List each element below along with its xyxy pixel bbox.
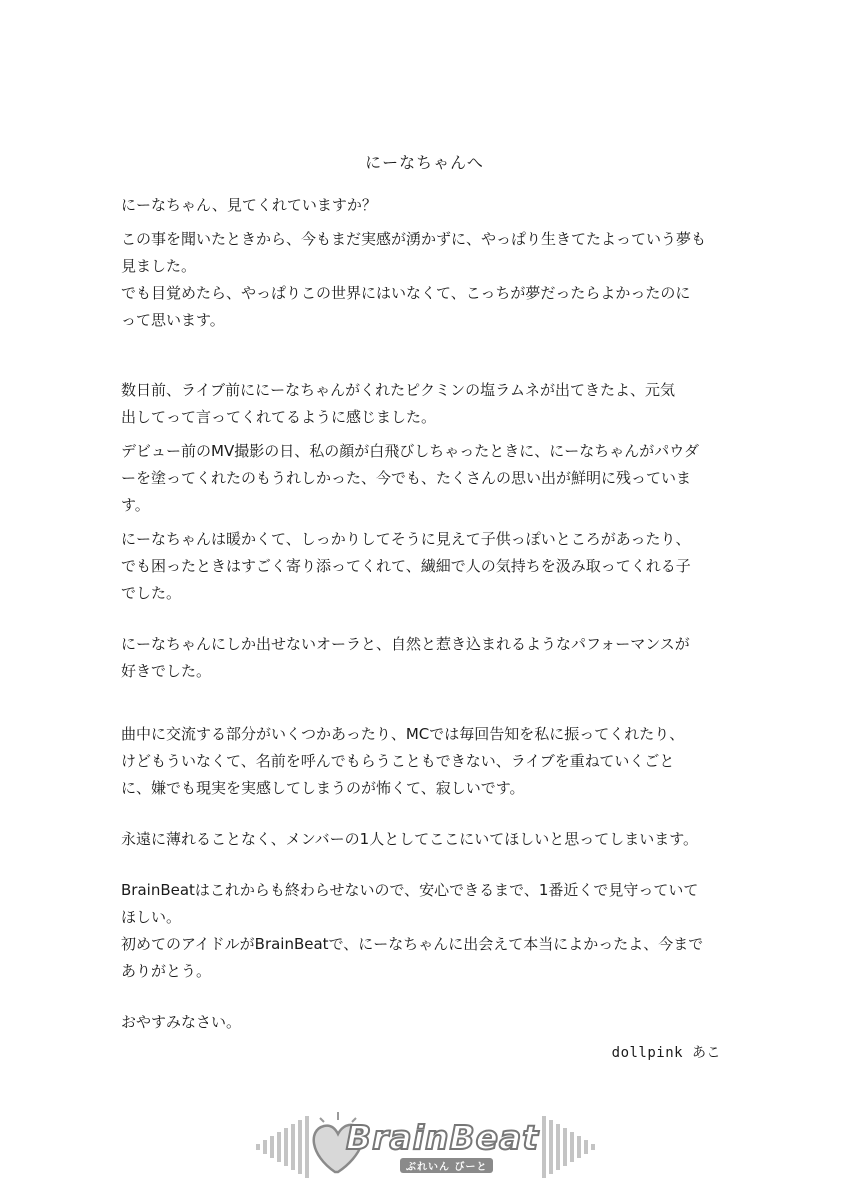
line: ほしい。 bbox=[121, 908, 182, 926]
line: でも目覚めたら、やっぱりこの世界にはいなくて、こっちが夢だったらよかったのに bbox=[121, 284, 691, 302]
line: ありがとう。 bbox=[121, 962, 212, 980]
line: この事を聞いたときから、今もまだ実感が湧かずに、やっぱり生きてたよっていう夢も bbox=[121, 230, 707, 248]
line: にーなちゃんは暖かくて、しっかりしてそうに見えて子供っぽいところがあったり、 bbox=[121, 530, 691, 548]
line: 見ました。 bbox=[121, 257, 197, 275]
equalizer-bars-left bbox=[256, 1116, 309, 1178]
signature: dollpink あこ bbox=[611, 1045, 721, 1061]
logo-subtitle: ぶれいん びーと bbox=[400, 1158, 493, 1173]
line: BrainBeatはこれからも終わらせないので、安心できるまで、1番近くで見守っていて bbox=[121, 881, 699, 899]
paragraph-9 bbox=[121, 877, 731, 985]
paragraph-3 bbox=[121, 377, 731, 431]
logo-wordmark: BrainBeat bbox=[346, 1118, 540, 1157]
paragraph-4 bbox=[121, 438, 731, 519]
line: おやすみなさい。 bbox=[121, 1013, 242, 1031]
paragraph-8 bbox=[121, 826, 731, 853]
brainbeat-logo bbox=[250, 1100, 600, 1190]
paragraph-2 bbox=[121, 226, 731, 334]
line: 曲中に交流する部分がいくつかあったり、MCでは毎回告知を私に振ってくれたり、 bbox=[121, 725, 685, 743]
paragraph-5 bbox=[121, 526, 731, 607]
line: 好きでした。 bbox=[121, 662, 212, 680]
line: って思います。 bbox=[121, 311, 225, 329]
line: デビュー前のMV撮影の日、私の顔が白飛びしちゃったときに、にーなちゃんがパウダ bbox=[121, 442, 700, 460]
line: 永遠に薄れることなく、メンバーの1人としてここにいてほしいと思ってしまいます。 bbox=[121, 830, 698, 848]
letter-body bbox=[121, 192, 731, 1036]
paragraph-1 bbox=[121, 192, 731, 219]
paragraph-10 bbox=[121, 1009, 731, 1036]
line: に、嫌でも現実を実感してしまうのが怖くて、寂しいです。 bbox=[121, 779, 525, 797]
letter-title: にーなちゃんへ bbox=[365, 153, 484, 172]
line: 数日前、ライブ前ににーなちゃんがくれたピクミンの塩ラムネが出てきたよ、元気 bbox=[121, 381, 675, 399]
line: にーなちゃん、見てくれていますか？ bbox=[121, 196, 377, 214]
equalizer-bars-right bbox=[542, 1116, 595, 1178]
line: ーを塗ってくれたのもうれしかった、今でも、たくさんの思い出が鮮明に残っていま bbox=[121, 469, 692, 487]
line: にーなちゃんにしか出せないオーラと、自然と惹き込まれるようなパフォーマンスが bbox=[121, 635, 690, 653]
paragraph-6 bbox=[121, 631, 731, 685]
line: す。 bbox=[121, 496, 150, 514]
line: でした。 bbox=[121, 584, 182, 602]
line: 初めてのアイドルがBrainBeatで、にーなちゃんに出会えて本当によかったよ、今まで bbox=[121, 935, 704, 953]
paragraph-7 bbox=[121, 721, 731, 802]
line: でも困ったときはすごく寄り添ってくれて、繊細で人の気持ちを汲み取ってくれる子 bbox=[121, 557, 691, 575]
line: 出してって言ってくれてるように感じました。 bbox=[121, 408, 437, 426]
line: けどもういなくて、名前を呼んでもらうこともできない、ライブを重ねていくごと bbox=[121, 752, 675, 770]
